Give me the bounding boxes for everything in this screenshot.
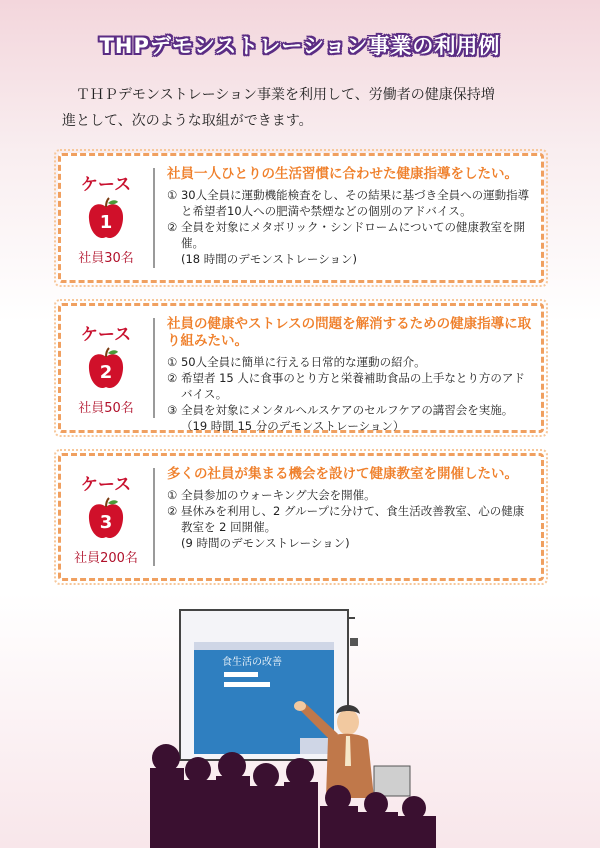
case-number: 3 <box>99 512 113 533</box>
case-staff-count: 社員200名 <box>74 551 138 566</box>
case-number: 1 <box>99 212 113 233</box>
case-heading: 社員一人ひとりの生活習慣に合わせた健康指導をしたい。 <box>167 166 518 182</box>
intro-line-2: 進として、次のような取組ができます。 <box>62 113 313 129</box>
case-note: （19 時間 15 分のデモンストレーション） <box>181 419 405 433</box>
case-badge <box>61 156 151 280</box>
case-item: ② 全員を対象にメタボリック・シンドロームについての健康教室を開催。 <box>167 220 525 250</box>
apple-icon <box>85 197 127 243</box>
apple-icon <box>85 497 127 543</box>
case-content <box>167 166 533 267</box>
case-number: 2 <box>99 362 113 383</box>
case-staff-count: 社員30名 <box>78 251 134 266</box>
screen-text: 食生活の改善 <box>222 657 282 668</box>
case-heading: 社員の健康やストレスの問題を解消するための健康指導に取り組みたい。 <box>167 316 532 349</box>
case-label: ケース <box>80 475 132 495</box>
case-item: ① 全員参加のウォーキング大会を開催。 <box>167 488 376 502</box>
case-staff-count: 社員50名 <box>78 401 134 416</box>
case-heading: 多くの社員が集まる機会を設けて健康教室を開催したい。 <box>167 466 518 482</box>
divider <box>153 468 155 566</box>
intro-text <box>62 82 552 134</box>
case-note: (18 時間のデモンストレーション) <box>181 252 357 266</box>
screen-bar <box>224 682 270 687</box>
case-item: ③ 全員を対象にメンタルヘルスケアのセルフケアの講習会を実施。 <box>167 403 514 417</box>
case-item: ② 昼休みを利用し、2 グループに分けて、食生活改善教室、心の健康教室を 2 回開催。 <box>167 504 525 534</box>
case-label: ケース <box>80 325 132 345</box>
intro-line-1: ＴＨＰデモンストレーション事業を利用して、労働者の健康保持増 <box>76 87 495 103</box>
presentation-illustration <box>150 598 450 848</box>
case-label: ケース <box>80 175 132 195</box>
case-content <box>167 316 533 434</box>
case-item: ① 50人全員に簡単に行える日常的な運動の紹介。 <box>167 355 426 369</box>
case-card-3 <box>58 453 544 581</box>
case-content <box>167 466 533 551</box>
case-badge <box>61 306 151 430</box>
case-card-2 <box>58 303 544 433</box>
case-card-1 <box>58 153 544 283</box>
case-item: ② 希望者 15 人に食事のとり方と栄養補助食品の上手なとり方のアドバイス。 <box>167 371 525 401</box>
case-badge <box>61 456 151 578</box>
divider <box>153 168 155 268</box>
screen-bar <box>224 672 258 677</box>
divider <box>153 318 155 418</box>
case-note: (9 時間のデモンストレーション) <box>181 536 350 550</box>
apple-icon <box>85 347 127 393</box>
page-title: THPデモンストレーション事業の利用例 <box>99 34 501 58</box>
case-item: ① 30人全員に運動機能検査をし、その結果に基づき全員への運動指導と希望者10人への肥満や禁煙などの個別のアドバイス。 <box>167 188 530 218</box>
